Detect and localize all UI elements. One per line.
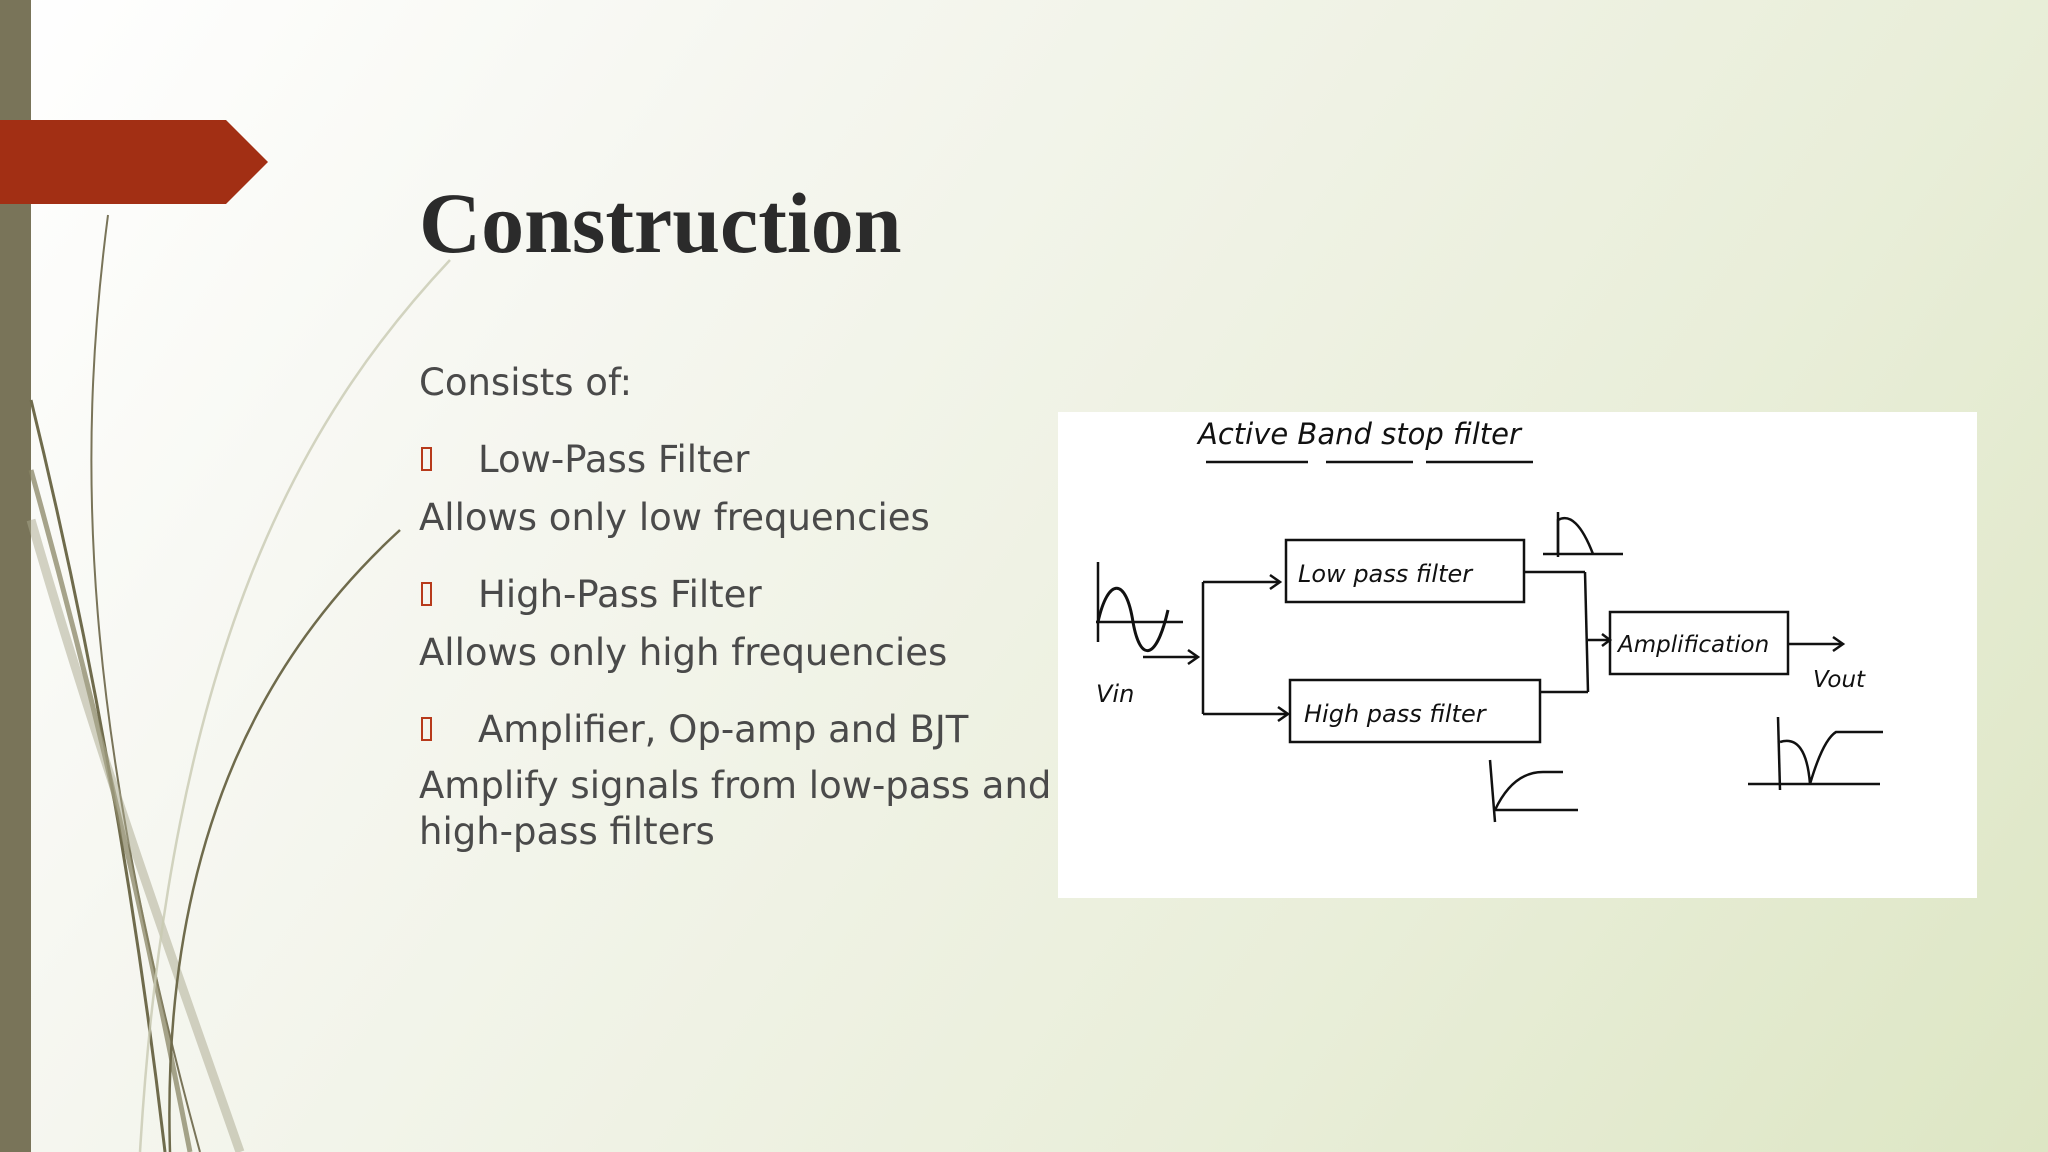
title-accent-tag: [0, 120, 268, 204]
diagram-drawing: [1058, 412, 1977, 898]
bullet-item: [419, 426, 1059, 494]
item-description: Amplify signals from low-pass and high-pass filters: [419, 764, 1052, 853]
input-label: Vin: [1096, 680, 1135, 708]
slide-title: Construction: [419, 175, 902, 271]
input-sine-icon: [1096, 562, 1183, 651]
high-pass-response-icon: [1490, 760, 1578, 822]
square-bullet-icon: [421, 717, 432, 741]
band-stop-response-icon: [1748, 717, 1883, 790]
bullet-label: High-Pass Filter: [478, 572, 762, 616]
band-stop-diagram-image: [1058, 412, 1977, 898]
bullet-label: Amplifier, Op-amp and BJT: [478, 707, 969, 751]
output-label: Vout: [1813, 667, 1866, 693]
square-bullet-icon: [421, 582, 432, 606]
low-pass-label: Low pass filter: [1298, 560, 1473, 588]
slide-body: [419, 358, 1059, 855]
amplification-label: Amplification: [1618, 632, 1770, 658]
low-pass-response-icon: [1543, 512, 1623, 557]
bullet-label: Low-Pass Filter: [478, 437, 750, 481]
diagram-heading: Active Band stop filter: [1198, 417, 1521, 451]
bullet-item: [419, 561, 1059, 629]
square-bullet-icon: [421, 447, 432, 471]
high-pass-label: High pass filter: [1304, 700, 1486, 728]
intro-text: Consists of:: [419, 361, 633, 404]
bullet-item: [419, 696, 1059, 764]
item-description: Allows only high frequencies: [419, 631, 948, 674]
item-description: Allows only low frequencies: [419, 496, 930, 539]
